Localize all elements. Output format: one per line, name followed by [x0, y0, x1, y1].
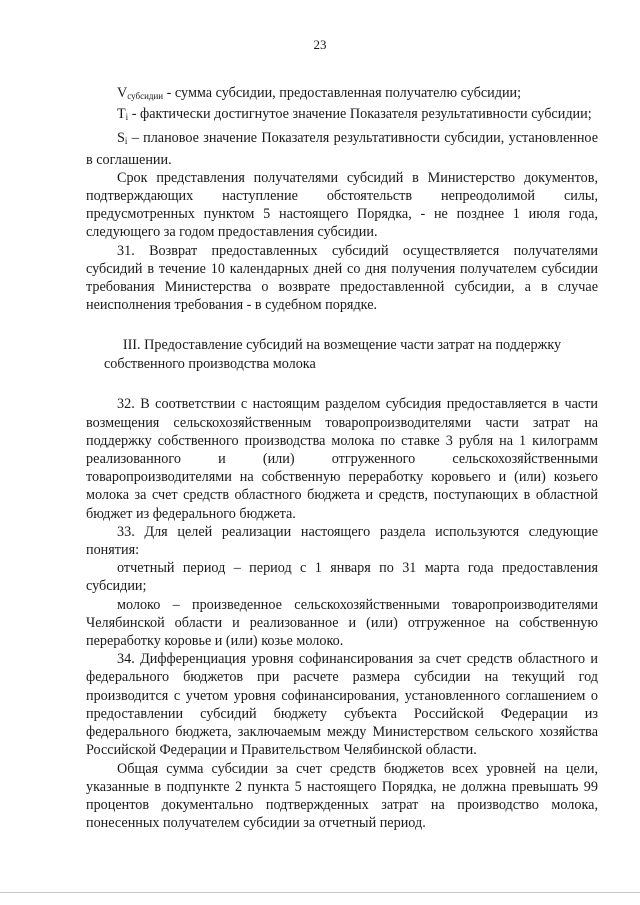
definition-s-subscript: i — [124, 136, 128, 147]
page-number: 23 — [313, 37, 327, 52]
page-bottom-edge — [0, 892, 640, 893]
definition-t — [86, 105, 598, 126]
definition-t-symbol: T — [117, 106, 126, 123]
definition-s-text: – плановое значение Показателя результативности субсидии, установленное в соглашении. — [86, 130, 598, 168]
document-body — [86, 84, 598, 832]
definition-v-subscript: субсидии — [127, 91, 164, 101]
paragraph-33: 33. Для целей реализации настоящего раздела используются следующие понятия: — [86, 523, 598, 559]
paragraph-force-majeure: Срок представления получателями субсидий в Министерство документов, подтверждающих наступление обстоятельств непреодолимой силы, предусмотренных пунктом 5 настоящего Порядка, - не позднее 1 июля года, следующего за годом предоставления субсидии. — [86, 169, 598, 241]
definition-t-text: - фактически достигнутое значение Показателя результативности субсидии; — [128, 106, 592, 123]
paragraph-32: 32. В соответствии с настоящим разделом субсидия предоставляется в части возмещения сельскохозяйственным товаропроизводителями части затрат на поддержку собственного производства молока по ставке 3 рубля на 1 килограмм реализованного и (или) отгруженного сельскохозяйственными товаропроизводителями на собственную переработку коровьего и (или) козьего молока за счет средств областного бюджета и средств, поступающих в областной бюджет из федерального бюджета. — [86, 396, 598, 522]
definition-v-text: - сумма субсидии, предоставленная получателю субсидии; — [163, 85, 522, 101]
definition-t-subscript: i — [125, 112, 129, 123]
paragraph-milk-definition: молоко – произведенное сельскохозяйственными товаропроизводителями Челябинской области и реализованное и (или) отгруженное на собственную переработку коровье и (или) козье молоко. — [86, 596, 598, 650]
section-heading: III. Предоставление субсидий на возмещение части затрат на поддержку собственного производства молока — [104, 337, 562, 372]
definition-s-symbol: S — [117, 130, 125, 147]
definition-v — [86, 84, 598, 105]
definition-v-symbol: V — [117, 85, 128, 101]
definition-s — [86, 129, 598, 168]
paragraph-34: 34. Дифференциация уровня софинансирования за счет средств областного и федерального бюджетов при расчете размера субсидии на текущий год производится с учетом уровня софинансирования, установленного соглашением о предоставлении субсидий бюджету субъекта Российской Федерации из федерального бюджета, заключаемым между Министерством сельского хозяйства Российской Федерации и Правительством Челябинской области. — [86, 651, 598, 759]
paragraph-31: 31. Возврат предоставленных субсидий осуществляется получателями субсидий в течение 10 календарных дней со дня получения получателем субсидии требования Министерства о возврате предоставленной субсидии, а в случае неисполнения требования - в судебном порядке. — [86, 242, 598, 314]
paragraph-reporting-period: отчетный период – период с 1 января по 31 марта года предоставления субсидии; — [86, 560, 598, 595]
paragraph-total-subsidy: Общая сумма субсидии за счет средств бюджетов всех уровней на цели, указанные в подпункте 2 пункта 5 настоящего Порядка, не должна превышать 99 процентов документально подтвержденных затрат на производство молока, понесенных получателем субсидии за отчетный период. — [86, 760, 598, 832]
